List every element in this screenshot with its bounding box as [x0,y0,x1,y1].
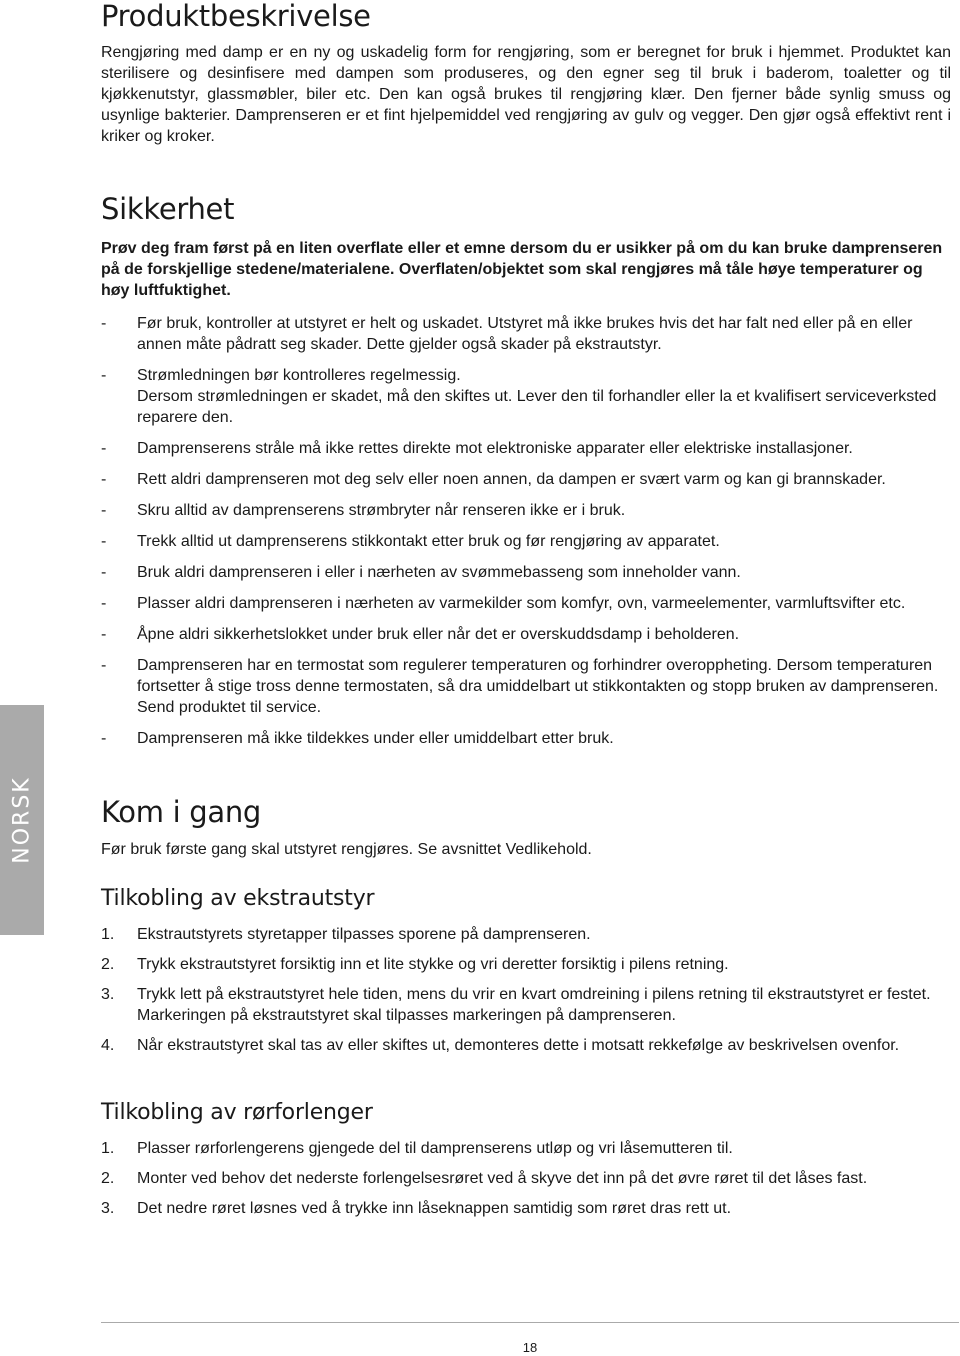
getting-started-heading: Kom i gang [101,795,262,829]
getting-started-section [101,795,951,860]
safety-list-text: Damprenserens stråle må ikke rettes direkte mot elektroniske apparater eller elektriske installasjoner. [137,440,853,457]
extensions-step-item [101,1138,951,1159]
safety-list-marker: - [101,626,107,643]
extensions-step-item [101,1168,951,1189]
accessories-step-text: Ekstrautstyrets styretapper tilpasses sporene på damprenseren. [137,926,591,943]
language-tab [0,705,44,935]
safety-list [101,313,951,749]
getting-started-text: Før bruk første gang skal utstyret rengjøres. Se avsnittet Vedlikehold. [101,841,592,858]
language-tab-label: NORSK [9,776,35,864]
extensions-step-marker: 1. [101,1140,115,1157]
safety-section [101,192,951,749]
safety-list-text: Trekk alltid ut damprenserens stikkontakt etter bruk og før rengjøring av apparatet. [137,533,720,550]
extensions-step-text: Plasser rørforlengerens gjengede del til damprenserens utløp og vri låsemutteren til. [137,1140,733,1157]
product-description-text: Rengjøring med damp er en ny og uskadelig form for rengjøring, som er beregnet for bruk i hjemmet. Produktet kan sterilisere og desinfisere med dampen som produseres, og den egner seg til bruk i baderom, toaletter og til kjøkkenutstyr, glassmøbler, biler etc. Den kan også brukes til rengjøring klær. Den fjerner både synlig smuss og usynlige bakterier. Damprenseren er et fint hjelpemiddel ved rengjøring av gulv og vegger. Den gjør også effektivt rent i kriker og kroker. [101,44,951,145]
accessories-step-item [101,1035,951,1056]
accessories-heading: Tilkobling av ekstrautstyr [101,886,375,911]
accessories-step-marker: 1. [101,926,115,943]
safety-list-text: Plasser aldri damprenseren i nærheten av varmekilder som komfyr, ovn, varmeelementer, varmluftsvifter etc. [137,595,906,612]
safety-list-text: Før bruk, kontroller at utstyret er helt og uskadet. Utstyret må ikke brukes hvis det har falt ned eller på en eller annen måte pådratt seg skader. Dette gjelder også skader på ekstrautstyr. [137,315,913,353]
accessories-step-text: Når ekstrautstyret skal tas av eller skiftes ut, demonteres dette i motsatt rekkefølge av beskrivelsen ovenfor. [137,1037,900,1054]
safety-list-item [101,531,951,552]
extensions-section [101,1102,951,1219]
accessories-step-marker: 4. [101,1037,115,1054]
safety-list-text: Rett aldri damprenseren mot deg selv eller noen annen, da dampen er svært varm og kan gi brannskader. [137,471,886,488]
safety-list-item [101,500,951,521]
product-description-heading: Produktbeskrivelse [101,0,371,33]
accessories-section [101,888,951,1056]
safety-list-item [101,313,951,355]
page-number: 18 [522,1340,538,1355]
safety-list-marker: - [101,315,107,332]
safety-list-item [101,728,951,749]
safety-list-marker: - [101,440,107,457]
extensions-step-marker: 3. [101,1200,115,1217]
safety-list-marker: - [101,595,107,612]
accessories-step-marker: 2. [101,956,115,973]
safety-list-marker: - [101,471,107,488]
safety-list-marker: - [101,730,107,747]
accessories-step-item [101,954,951,975]
safety-list-text: Damprenseren må ikke tildekkes under eller umiddelbart etter bruk. [137,730,614,747]
accessories-steps [101,924,951,1056]
safety-list-text: Strømledningen bør kontrolleres regelmessig. Dersom strømledningen er skadet, må den skiftes ut. Lever den til forhandler eller la et kvalifisert serviceverksted reparere den. [137,367,937,426]
extensions-heading: Tilkobling av rørforlenger [101,1100,373,1125]
extensions-step-text: Monter ved behov det nederste forlengelsesrøret ved å skyve det inn på det øvre røret til det låses fast. [137,1170,868,1187]
safety-list-item [101,562,951,583]
safety-list-item [101,438,951,459]
accessories-step-item [101,924,951,945]
extensions-step-marker: 2. [101,1170,115,1187]
safety-list-text: Skru alltid av damprenserens strømbryter når renseren ikke er i bruk. [137,502,626,519]
safety-warning: Prøv deg fram først på en liten overflate eller et emne dersom du er usikker på om du kan bruke damprenseren på de forskjellige stedene/materialene. Overflaten/objektet som skal rengjøres må tåle høye temperaturer og høy luftfuktighet. [101,240,943,299]
safety-list-item [101,593,951,614]
accessories-step-marker: 3. [101,986,115,1003]
safety-list-item [101,469,951,490]
safety-list-marker: - [101,657,107,674]
safety-list-marker: - [101,367,107,384]
safety-list-marker: - [101,564,107,581]
page-content [101,0,951,1219]
accessories-step-text: Trykk lett på ekstrautstyret hele tiden, mens du vrir en kvart omdreining i pilens retning til ekstrautstyret er festet. Markeringen på ekstrautstyret skal tilpasses markeringen på damprenseren. [137,986,931,1024]
safety-list-marker: - [101,502,107,519]
safety-list-text: Damprenseren har en termostat som regulerer temperaturen og forhindrer overoppheting. Dersom temperaturen fortsetter å stige tross denne termostaten, så dra umiddelbart ut stikkontakten og stopp bruken av damprenseren. Send produktet til service. [137,657,939,716]
safety-list-marker: - [101,533,107,550]
accessories-step-text: Trykk ekstrautstyret forsiktig inn et lite stykke og vri deretter forsiktig i pilens retning. [137,956,729,973]
extensions-step-item [101,1198,951,1219]
footer-divider [101,1322,959,1323]
extensions-step-text: Det nedre røret løsnes ved å trykke inn låseknappen samtidig som røret dras rett ut. [137,1200,732,1217]
safety-list-item [101,655,951,718]
safety-list-item [101,365,951,428]
safety-heading: Sikkerhet [101,192,235,226]
extensions-steps [101,1138,951,1219]
safety-list-text: Åpne aldri sikkerhetslokket under bruk eller når det er overskuddsdamp i beholderen. [137,626,740,643]
safety-list-text: Bruk aldri damprenseren i eller i nærheten av svømmebasseng som inneholder vann. [137,564,741,581]
safety-list-item [101,624,951,645]
product-description-section [101,0,951,147]
accessories-step-item [101,984,951,1026]
